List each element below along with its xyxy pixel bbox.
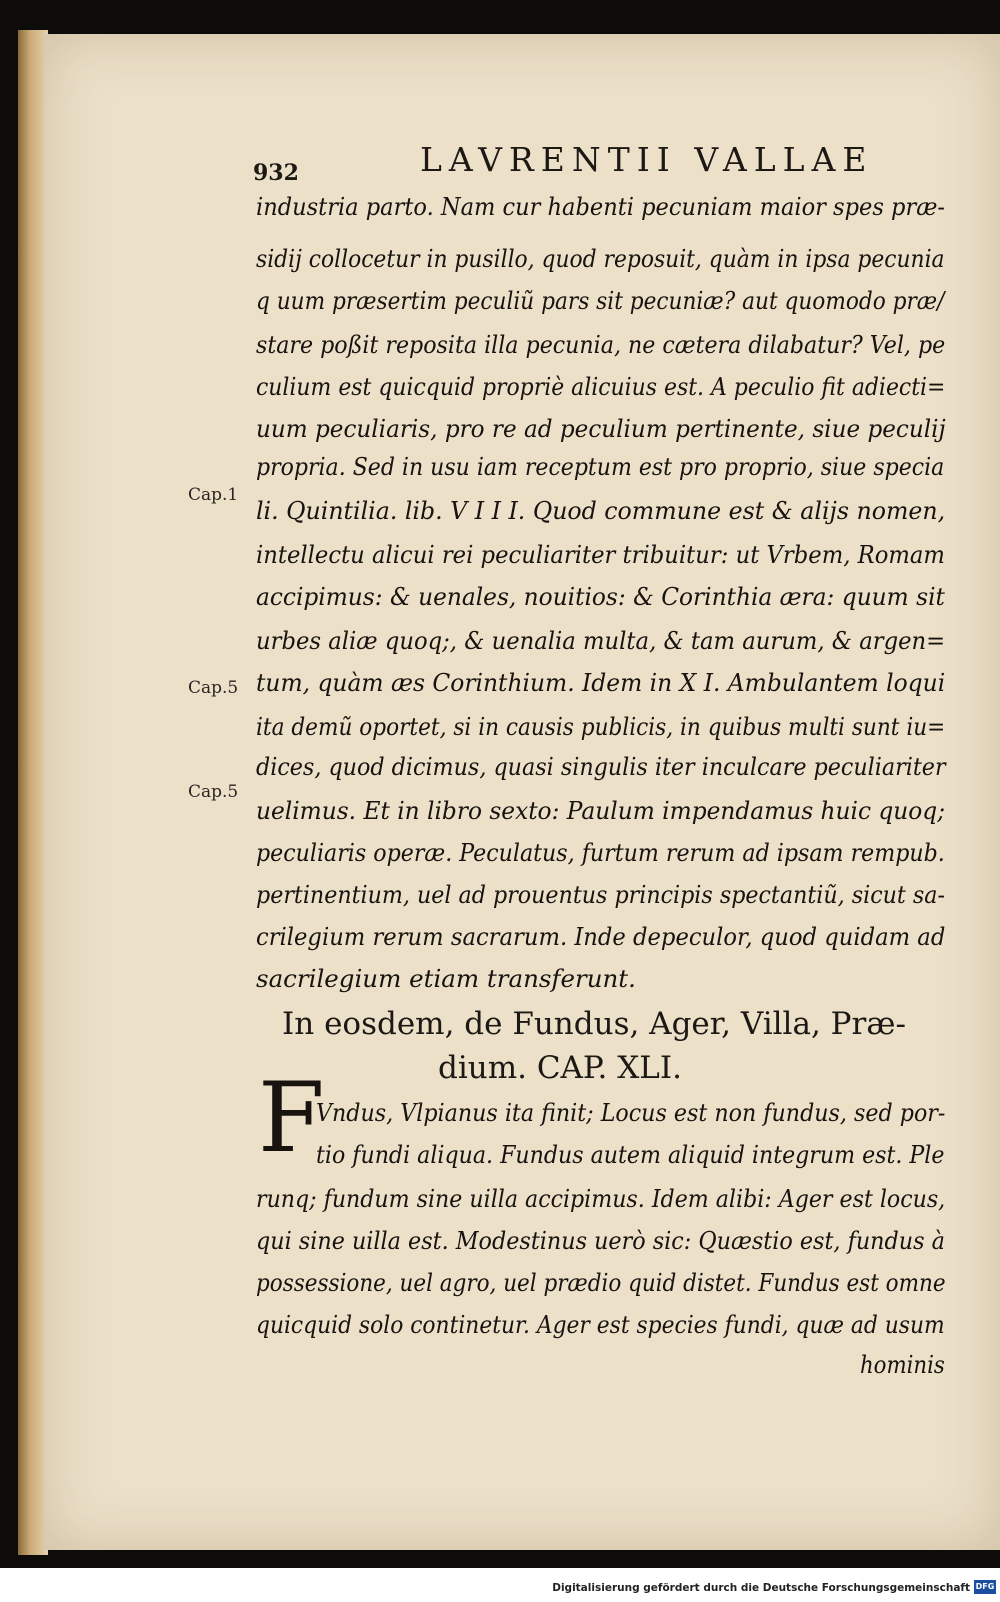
text-line: qui sine uilla est. Modestinus uerò sic: Quæstio est, fundus à bbox=[256, 1226, 945, 1255]
text-line: peculiaris operæ. Peculatus, furtum rerum ad ipsam rempub. bbox=[256, 838, 945, 867]
chapter-heading-line-2: dium. CAP. XLI. bbox=[438, 1050, 682, 1086]
text-line: tum, quàm æs Corinthium. Idem in X I. Ambulantem loqui bbox=[256, 668, 946, 697]
chapter-heading-line-1: In eosdem, de Fundus, Ager, Villa, Præ- bbox=[282, 1006, 906, 1042]
text-line: urbes aliæ quoq;, & uenalia multa, & tam aurum, & argen= bbox=[256, 626, 946, 655]
drop-cap-initial: F bbox=[258, 1062, 325, 1174]
text-line: sacrilegium etiam transferunt. bbox=[256, 964, 636, 993]
text-line: accipimus: & uenales, nouitios: & Corinthia æra: quum sit bbox=[256, 582, 945, 611]
text-line: culium est quicquid propriè alicuius est. A peculio fit adiecti= bbox=[256, 372, 946, 401]
digitization-credit: Digitalisierung gefördert durch die Deutsche Forschungsgemeinschaft bbox=[552, 1582, 970, 1594]
text-line: dices, quod dicimus, quasi singulis iter inculcare peculiariter bbox=[256, 752, 946, 781]
text-line: pertinentium, uel ad prouentus principis spectantiũ, sicut sa- bbox=[256, 880, 945, 909]
margin-note: Cap.5 bbox=[188, 678, 239, 698]
text-line: q uum præsertim peculiũ pars sit pecuniæ? aut quomodo præ/ bbox=[256, 286, 945, 315]
text-line: propria. Sed in usu iam receptum est pro proprio, siue specia bbox=[256, 452, 945, 481]
folio-number: 932 bbox=[253, 160, 299, 186]
text-line: stare poßit reposita illa pecunia, ne cætera dilabatur? Vel, pe bbox=[256, 330, 946, 359]
margin-note: Cap.1 bbox=[188, 485, 239, 505]
text-line: uum peculiaris, pro re ad peculium pertinente, siue peculij bbox=[256, 414, 946, 443]
text-line: runq; fundum sine uilla accipimus. Idem alibi: Ager est locus, bbox=[256, 1184, 946, 1213]
text-line: sidij collocetur in pusillo, quod reposuit, quàm in ipsa pecunia bbox=[256, 244, 945, 273]
text-line: Vndus, Vlpianus ita finit; Locus est non fundus, sed por- bbox=[316, 1098, 946, 1127]
text-line: uelimus. Et in libro sexto: Paulum impendamus huic quoq; bbox=[256, 796, 946, 825]
text-line: industria parto. Nam cur habenti pecuniam maior spes præ- bbox=[256, 192, 946, 221]
text-line: possessione, uel agro, uel prædio quid distet. Fundus est omne bbox=[256, 1268, 946, 1297]
running-head: LAVRENTII VALLAE bbox=[420, 140, 874, 179]
text-line: quicquid solo continetur. Ager est species fundi, quæ ad usum bbox=[256, 1310, 945, 1339]
catchword: hominis bbox=[860, 1350, 945, 1379]
text-line: intellectu alicui rei peculiariter tribuitur: ut Vrbem, Romam bbox=[256, 540, 945, 569]
text-line: tio fundi aliqua. Fundus autem aliquid integrum est. Ple bbox=[316, 1140, 945, 1169]
text-line: ita demũ oportet, si in causis publicis, in quibus multi sunt iu= bbox=[256, 712, 946, 741]
dfg-logo-icon: DFG bbox=[974, 1580, 996, 1594]
text-line: crilegium rerum sacrarum. Inde depeculor, quod quidam ad bbox=[256, 922, 946, 951]
text-line: li. Quintilia. lib. V I I I. Quod commune est & alijs nomen, bbox=[256, 496, 946, 525]
margin-note: Cap.5 bbox=[188, 782, 239, 802]
